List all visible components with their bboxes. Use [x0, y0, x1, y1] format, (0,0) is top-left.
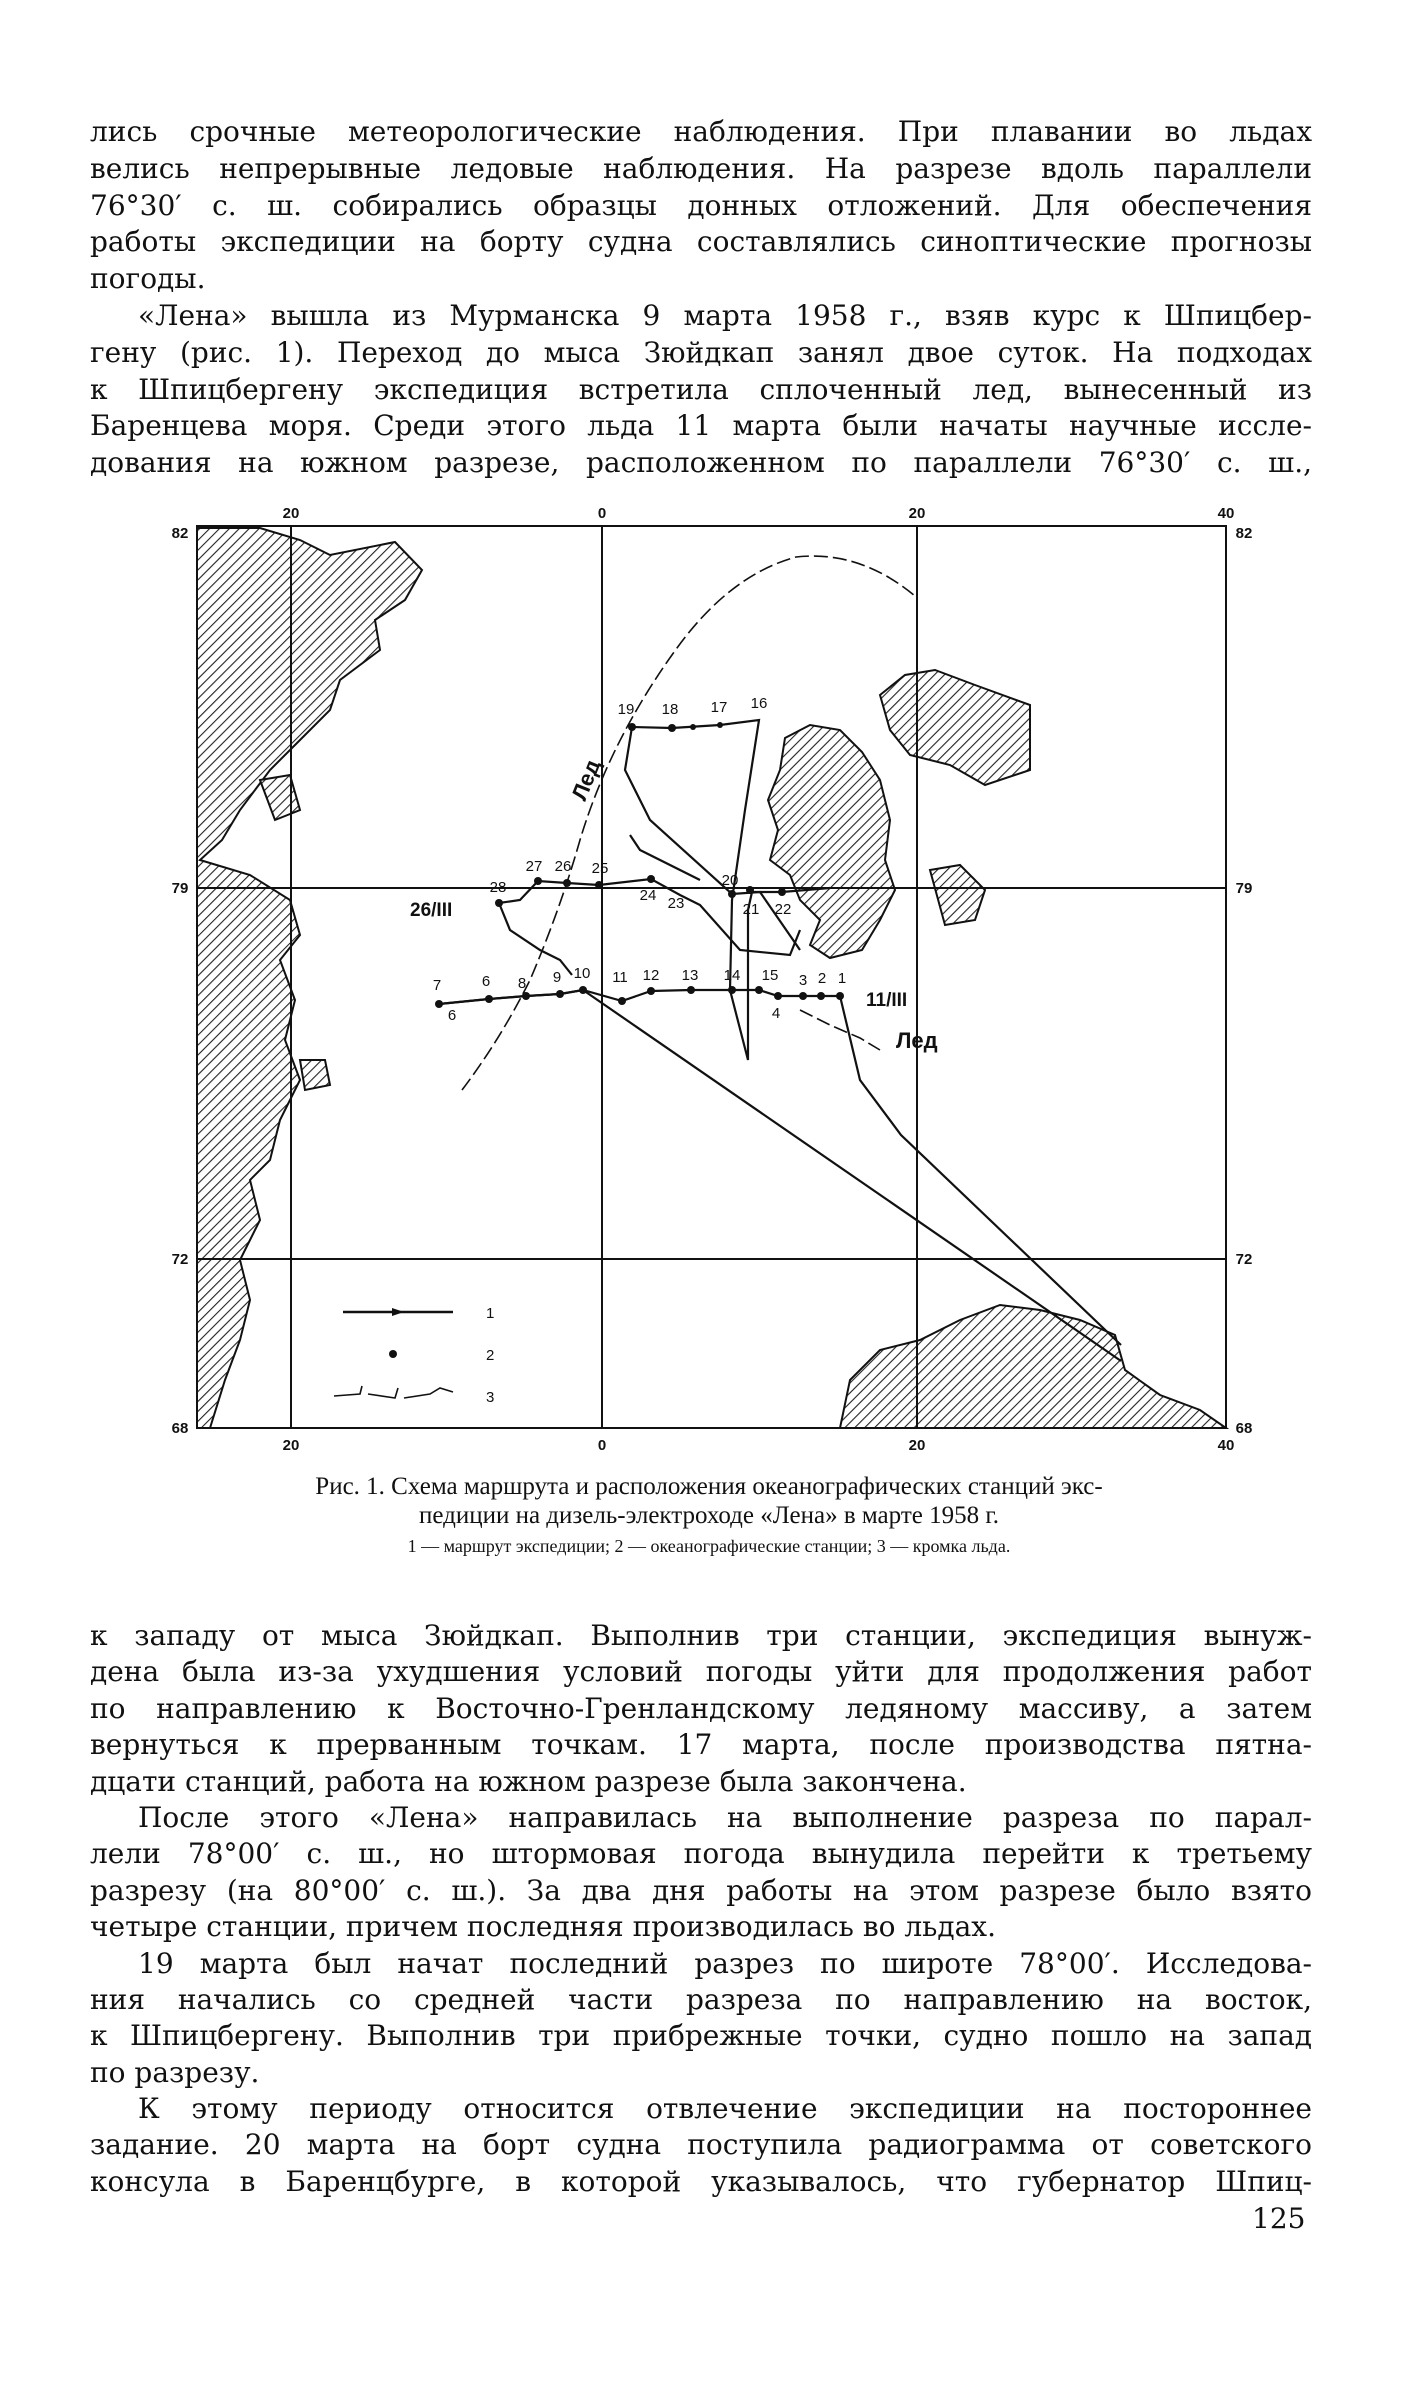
- ice-label: Лед: [566, 755, 606, 804]
- station-label: 7: [432, 977, 442, 994]
- station-label: 13: [681, 967, 699, 984]
- text-line: 19 марта был начат последний разрез по широте 78°00′. Исследова-: [138, 1946, 1312, 1980]
- tick-label: 68: [171, 1420, 189, 1437]
- caption-title-line1: Рис. 1. Схема маршрута и расположения океанографических станций экс-: [315, 1473, 1103, 1500]
- legend-label: 1: [486, 1305, 495, 1322]
- station-label: 8: [517, 975, 527, 992]
- text-line: к Шпицбергену экспедиция встретила сплоченный лед, вынесенный из: [90, 372, 1312, 406]
- station-label: 2: [817, 970, 827, 987]
- body-text-top: [90, 114, 1312, 482]
- tick-label: 20: [908, 1437, 926, 1454]
- text-line: 76°30′ с. ш. собирались образцы донных отложений. Для обеспечения: [90, 188, 1312, 222]
- tick-label: 82: [1235, 525, 1253, 542]
- station-label: 26: [554, 858, 572, 875]
- station-label: 1: [837, 970, 847, 987]
- tick-label: 72: [1235, 1251, 1253, 1268]
- page-number: 125: [1252, 2202, 1306, 2235]
- text-line: дования на южном разрезе, расположенном по параллели 76°30′ с. ш.,: [90, 446, 1312, 480]
- ice-label: Лед: [896, 1028, 938, 1053]
- caption-legend: 1 — маршрут экспедиции; 2 — океанографические станции; 3 — кромка льда.: [407, 1536, 1011, 1556]
- station-label: 16: [750, 695, 768, 712]
- land-norway: [840, 1305, 1226, 1428]
- tick-label: 0: [597, 505, 607, 522]
- station-label: 11: [612, 969, 628, 986]
- text-line: ния начались со средней части разреза по направлению на восток,: [90, 1982, 1312, 2016]
- tick-label: 20: [908, 505, 926, 522]
- station-label: 4: [771, 1005, 781, 1022]
- text-line: Баренцева моря. Среди этого льда 11 марта были начаты научные иссле-: [90, 409, 1312, 443]
- station-label: 6: [481, 973, 491, 990]
- tick-label: 0: [597, 1437, 607, 1454]
- text-line: гену (рис. 1). Переход до мыса Зюйдкап занял двое суток. На подходах: [90, 335, 1312, 369]
- station-label: 14: [723, 967, 741, 984]
- tick-label: 82: [171, 525, 189, 542]
- text-line: по направлению к Восточно-Гренландскому ледяному массиву, а затем: [90, 1691, 1312, 1725]
- tick-label: 79: [1235, 880, 1253, 897]
- text-line: дена была из-за ухудшения условий погоды уйти для продолжения работ: [90, 1655, 1312, 1689]
- station-label: 10: [573, 965, 591, 982]
- land-greenland: [197, 528, 422, 1428]
- caption-title-line2: педиции на дизель-электроходе «Лена» в марте 1958 г.: [418, 1502, 1000, 1529]
- text-line: дцати станций, работа на южном разрезе была закончена.: [90, 1764, 967, 1798]
- station-label: 17: [710, 699, 728, 716]
- text-line: работы экспедиции на борту судна составлялись синоптические прогнозы: [90, 225, 1312, 259]
- tick-label: 79: [171, 880, 189, 897]
- text-line: разрезу (на 80°00′ с. ш.). За два дня работы на этом разрезе было взято: [90, 1873, 1312, 1907]
- text-line: задание. 20 марта на борт судна поступила радиограмма от советского: [90, 2128, 1312, 2162]
- station-label: 25: [591, 860, 609, 877]
- legend-label: 3: [486, 1389, 495, 1406]
- legend: [334, 1305, 494, 1406]
- tick-label: 72: [171, 1251, 189, 1268]
- text-line: к западу от мыса Зюйдкап. Выполнив три станции, экспедиция вынуж-: [90, 1619, 1312, 1652]
- text-line: по разрезу.: [90, 2055, 260, 2089]
- tick-label: 68: [1235, 1420, 1253, 1437]
- station-label: 20: [721, 872, 739, 889]
- date-label: 26/III: [410, 900, 453, 921]
- date-label: 11/III: [866, 990, 908, 1011]
- station-label: 6: [447, 1007, 457, 1024]
- station-label: 21: [742, 901, 760, 918]
- text-line: К этому периоду относится отвлечение экспедиции на постороннее: [138, 2092, 1312, 2126]
- route-map: [0, 480, 1418, 1480]
- tick-label: 40: [1217, 505, 1235, 522]
- text-line: к Шпицбергену. Выполнив три прибрежные точки, судно пошло на запад: [90, 2019, 1312, 2053]
- tick-label: 20: [282, 505, 300, 522]
- text-line: консула в Баренцбурге, в которой указывалось, что губернатор Шпиц-: [90, 2164, 1312, 2198]
- text-line: четыре станции, причем последняя производилась во льдах.: [90, 1910, 996, 1944]
- text-line: «Лена» вышла из Мурманска 9 марта 1958 г., взяв курс к Шпицбер-: [138, 298, 1312, 332]
- text-line: велись непрерывные ледовые наблюдения. На разрезе вдоль параллели: [90, 151, 1312, 185]
- body-text-bottom: [90, 1618, 1312, 2200]
- station-label: 12: [642, 967, 660, 984]
- station-label: 18: [661, 701, 679, 718]
- station-label: 19: [617, 701, 635, 718]
- text-line: погоды.: [90, 262, 206, 296]
- station-label: 3: [798, 972, 808, 989]
- text-line: После этого «Лена» направилась на выполнение разреза по парал-: [138, 1800, 1312, 1834]
- station-label: 28: [489, 879, 507, 896]
- legend-label: 2: [486, 1347, 495, 1364]
- land-svalbard: [768, 670, 1030, 958]
- text-line: лели 78°00′ с. ш., но штормовая погода вынудила перейти к третьему: [90, 1837, 1312, 1871]
- station-label: 15: [761, 967, 779, 984]
- station-label: 9: [552, 969, 562, 986]
- tick-label: 40: [1217, 1437, 1235, 1454]
- tick-label: 20: [282, 1437, 300, 1454]
- station-label: 27: [525, 858, 543, 875]
- text-line: лись срочные метеорологические наблюдения. При плавании во льдах: [90, 115, 1312, 148]
- station-label: 24: [639, 887, 657, 904]
- station-label: 22: [774, 901, 792, 918]
- station-label: 23: [667, 895, 685, 912]
- figure-caption: [0, 1472, 1418, 1530]
- text-line: вернуться к прерванным точкам. 17 марта, после производства пятна-: [90, 1728, 1312, 1762]
